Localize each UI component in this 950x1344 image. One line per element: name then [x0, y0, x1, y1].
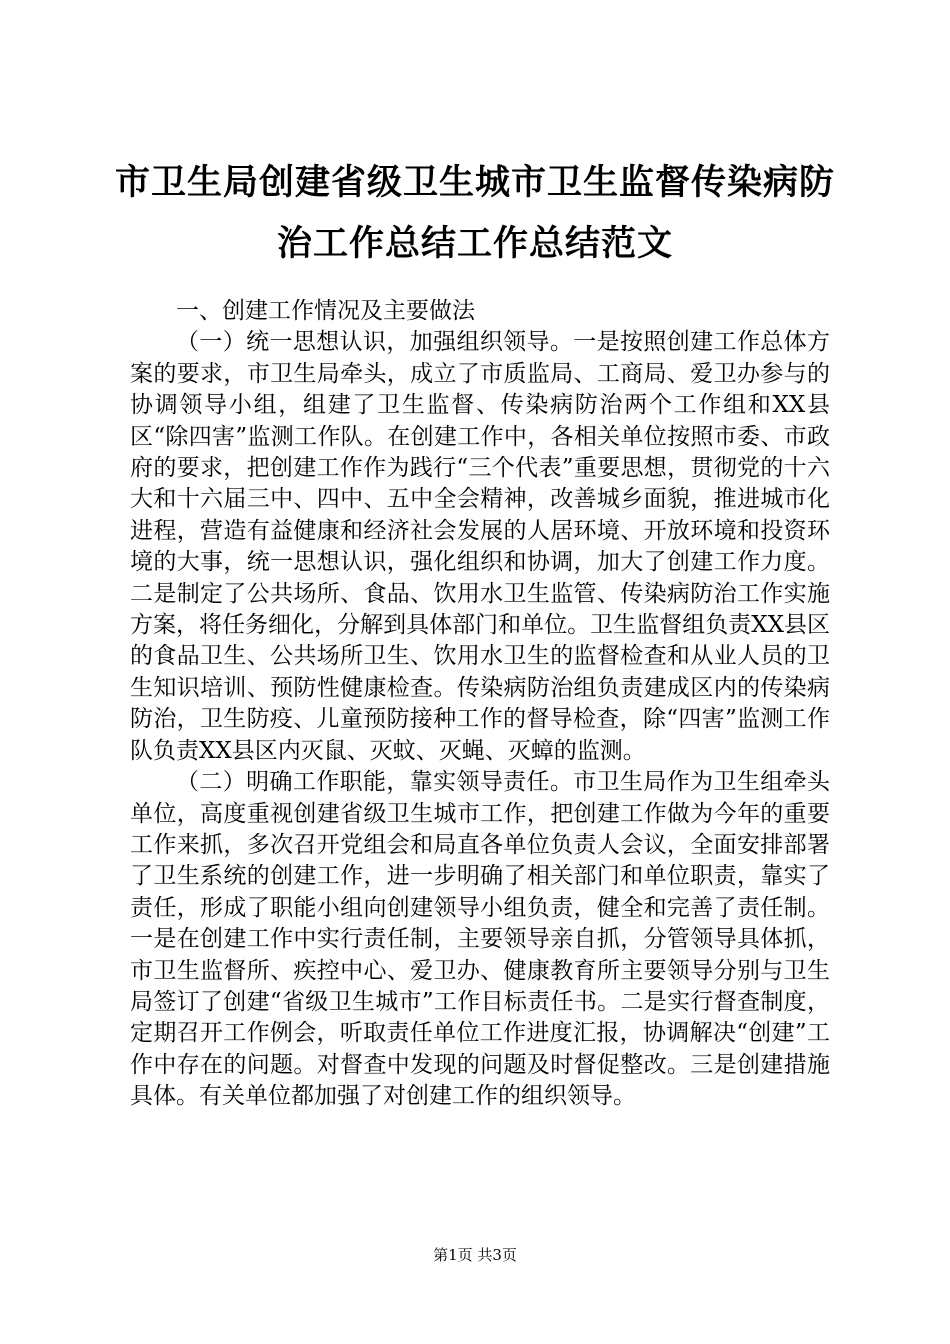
document-body	[130, 296, 830, 1113]
section-heading: 一、创建工作情况及主要做法	[176, 298, 475, 324]
document-title-line-1: 市卫生局创建省级卫生城市卫生监督传染病防	[114, 163, 835, 203]
document-title-line-2: 治工作总结工作总结范文	[276, 224, 673, 264]
page-footer: 第1页 共3页	[433, 1246, 517, 1264]
paragraph-1: （一）统一思想认识，加强组织领导。一是按照创建工作总体方案的要求，市卫生局牵头，成立了市质监局、工商局、爱卫办参与的协调领导小组，组建了卫生监督、传染病防治两个工作组和XX县区“除四害”监测工作队。在创建工作中，各相关单位按照市委、市政府的要求，把创建工作作为践行“三个代表”重要思想，贯彻党的十六大和十六届三中、四中、五中全会精神，改善城乡面貌，推进城市化进程，营造有益健康和经济社会发展的人居环境、开放环境和投资环境的大事，统一思想认识，强化组织和协调，加大了创建工作力度。二是制定了公共场所、食品、饮用水卫生监管、传染病防治工作实施方案，将任务细化，分解到具体部门和单位。卫生监督组负责XX县区的食品卫生、公共场所卫生、饮用水卫生的监督检查和从业人员的卫生知识培训、预防性健康检查。传染病防治组负责建成区内的传染病防治，卫生防疫、儿童预防接种工作的督导检查，除“四害”监测工作队负责XX县区内灭鼠、灭蚊、灭蝇、灭蟑的监测。	[130, 329, 830, 764]
paragraph-2: （二）明确工作职能，靠实领导责任。市卫生局作为卫生组牵头单位，高度重视创建省级卫生城市工作，把创建工作做为今年的重要工作来抓，多次召开党组会和局直各单位负责人会议，全面安排部署了卫生系统的创建工作，进一步明确了相关部门和单位职责，靠实了责任，形成了职能小组向创建领导小组负责，健全和完善了责任制。一是在创建工作中实行责任制，主要领导亲自抓，分管领导具体抓，市卫生监督所、疾控中心、爱卫办、健康教育所主要领导分别与卫生局签订了创建“省级卫生城市”工作目标责任书。二是实行督查制度，定期召开工作例会，听取责任单位工作进度汇报，协调解决“创建”工作中存在的问题。对督查中发现的问题及时督促整改。三是创建措施具体。有关单位都加强了对创建工作的组织领导。	[130, 769, 830, 1110]
